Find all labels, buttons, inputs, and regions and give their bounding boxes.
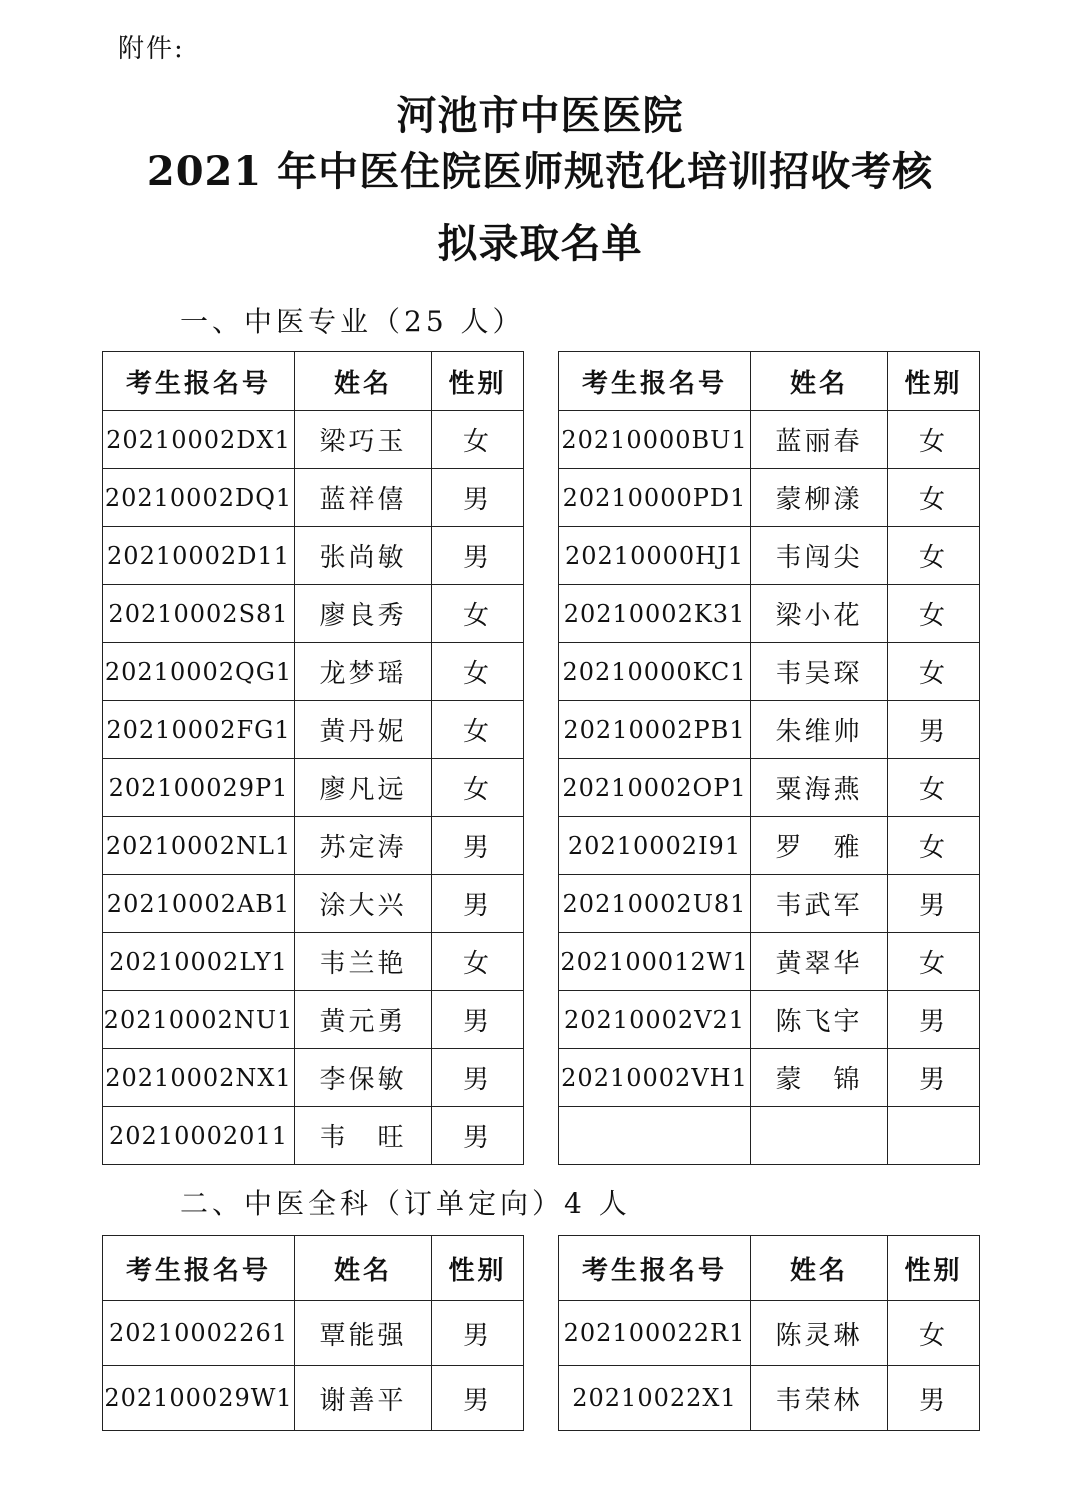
table-row — [103, 933, 524, 991]
cell-id: 20210000PD1 — [559, 469, 751, 527]
table-row — [559, 933, 980, 991]
cell-id: 20210002DX1 — [103, 411, 295, 469]
cell-id: 20210002VH1 — [559, 1049, 751, 1107]
cell-id: 20210002K31 — [559, 585, 751, 643]
title-line-2: 2021 年中医住院医师规范化培训招收考核 — [146, 148, 934, 195]
cell-name: 梁巧玉 — [295, 411, 432, 469]
table-row — [103, 991, 524, 1049]
header-id: 考生报名号 — [559, 352, 751, 411]
cell-sex: 男 — [432, 991, 524, 1049]
cell-id: 20210000KC1 — [559, 643, 751, 701]
cell-id: 20210002AB1 — [103, 875, 295, 933]
header-name: 姓名 — [751, 352, 888, 411]
cell-sex: 男 — [432, 527, 524, 585]
cell-sex: 男 — [432, 1107, 524, 1165]
table-row — [103, 1107, 524, 1165]
table-row — [103, 469, 524, 527]
cell-name: 韦武军 — [751, 875, 888, 933]
cell-sex: 女 — [432, 759, 524, 817]
table-row — [559, 991, 980, 1049]
header-row — [559, 352, 980, 411]
table-row — [103, 817, 524, 875]
cell-name: 陈飞宇 — [751, 991, 888, 1049]
cell-name: 龙梦瑶 — [295, 643, 432, 701]
cell-name: 廖凡远 — [295, 759, 432, 817]
cell-id: 20210002PB1 — [559, 701, 751, 759]
cell-name: 黄丹妮 — [295, 701, 432, 759]
table-row — [559, 1301, 980, 1366]
attachment-label: 附件: — [118, 34, 185, 64]
title-line-1: 河池市中医医院 — [396, 92, 684, 139]
cell-id: 20210002U81 — [559, 875, 751, 933]
section-2-table-left — [102, 1235, 524, 1431]
table-row — [103, 759, 524, 817]
cell-id: 20210002OP1 — [559, 759, 751, 817]
table-row — [559, 817, 980, 875]
cell-id: 20210000BU1 — [559, 411, 751, 469]
cell-sex: 女 — [432, 701, 524, 759]
header-sex: 性别 — [432, 1236, 524, 1301]
table-row — [559, 585, 980, 643]
cell-sex: 女 — [888, 411, 980, 469]
cell-id: 20210002NU1 — [103, 991, 295, 1049]
table-row — [559, 1366, 980, 1431]
header-sex: 性别 — [888, 352, 980, 411]
cell-id: 20210002S81 — [103, 585, 295, 643]
cell-name: 苏定涛 — [295, 817, 432, 875]
cell-sex: 男 — [432, 469, 524, 527]
header-id: 考生报名号 — [559, 1236, 751, 1301]
cell-sex: 男 — [432, 1049, 524, 1107]
cell-sex: 男 — [432, 817, 524, 875]
cell-id: 202100029P1 — [103, 759, 295, 817]
cell-sex: 女 — [888, 817, 980, 875]
header-id: 考生报名号 — [103, 352, 295, 411]
cell-name: 蒙 锦 — [751, 1049, 888, 1107]
cell-id-empty — [559, 1107, 751, 1165]
cell-sex-empty — [888, 1107, 980, 1165]
cell-sex: 男 — [888, 1366, 980, 1431]
cell-name: 陈灵琳 — [751, 1301, 888, 1366]
table-row — [103, 875, 524, 933]
cell-sex: 女 — [888, 933, 980, 991]
header-sex: 性别 — [888, 1236, 980, 1301]
cell-name: 韦闯尖 — [751, 527, 888, 585]
cell-name: 韦吴琛 — [751, 643, 888, 701]
cell-sex: 男 — [888, 701, 980, 759]
table-row — [559, 759, 980, 817]
cell-name: 廖良秀 — [295, 585, 432, 643]
cell-sex: 男 — [432, 875, 524, 933]
cell-sex: 女 — [432, 643, 524, 701]
table-row — [103, 411, 524, 469]
cell-id: 20210002V21 — [559, 991, 751, 1049]
cell-name: 梁小花 — [751, 585, 888, 643]
cell-name: 蓝丽春 — [751, 411, 888, 469]
cell-id: 20210002D11 — [103, 527, 295, 585]
cell-id: 20210002I91 — [559, 817, 751, 875]
cell-name: 朱维帅 — [751, 701, 888, 759]
header-name: 姓名 — [295, 1236, 432, 1301]
header-sex: 性别 — [432, 352, 524, 411]
table-row — [103, 1366, 524, 1431]
section-2-title: 二、中医全科（订单定向）4 人 — [180, 1187, 631, 1220]
table-row — [103, 1301, 524, 1366]
cell-sex: 男 — [888, 1049, 980, 1107]
cell-name: 涂大兴 — [295, 875, 432, 933]
cell-id: 20210002LY1 — [103, 933, 295, 991]
cell-name: 粟海燕 — [751, 759, 888, 817]
header-name: 姓名 — [751, 1236, 888, 1301]
table-row — [559, 469, 980, 527]
table-row — [559, 411, 980, 469]
cell-id: 20210002FG1 — [103, 701, 295, 759]
cell-sex: 男 — [432, 1366, 524, 1431]
cell-id: 20210022X1 — [559, 1366, 751, 1431]
cell-id: 202100012W1 — [559, 933, 751, 991]
cell-name: 李保敏 — [295, 1049, 432, 1107]
cell-name: 覃能强 — [295, 1301, 432, 1366]
cell-name: 谢善平 — [295, 1366, 432, 1431]
table-row — [559, 527, 980, 585]
cell-sex: 女 — [888, 643, 980, 701]
cell-name-empty — [751, 1107, 888, 1165]
cell-name: 韦兰艳 — [295, 933, 432, 991]
table-row — [103, 585, 524, 643]
table-row — [559, 643, 980, 701]
cell-id: 20210002261 — [103, 1301, 295, 1366]
cell-sex: 女 — [888, 1301, 980, 1366]
table-row — [103, 643, 524, 701]
table-row — [103, 527, 524, 585]
table-row — [103, 701, 524, 759]
cell-sex: 男 — [888, 991, 980, 1049]
cell-id: 20210002011 — [103, 1107, 295, 1165]
cell-name: 罗 雅 — [751, 817, 888, 875]
cell-sex: 女 — [432, 585, 524, 643]
header-row — [103, 1236, 524, 1301]
cell-name: 黄翠华 — [751, 933, 888, 991]
section-1-table-right — [558, 351, 980, 1165]
cell-name: 蓝祥僖 — [295, 469, 432, 527]
table-row-empty — [559, 1107, 980, 1165]
cell-id: 202100029W1 — [103, 1366, 295, 1431]
cell-name: 黄元勇 — [295, 991, 432, 1049]
cell-sex: 女 — [888, 469, 980, 527]
header-name: 姓名 — [295, 352, 432, 411]
cell-sex: 女 — [888, 585, 980, 643]
table-row — [559, 875, 980, 933]
cell-name: 韦 旺 — [295, 1107, 432, 1165]
header-row — [103, 352, 524, 411]
cell-sex: 女 — [432, 933, 524, 991]
cell-id: 20210002NX1 — [103, 1049, 295, 1107]
cell-name: 张尚敏 — [295, 527, 432, 585]
table-row — [103, 1049, 524, 1107]
cell-name: 蒙柳漾 — [751, 469, 888, 527]
section-2-table-right — [558, 1235, 980, 1431]
cell-sex: 女 — [432, 411, 524, 469]
section-1-title: 一、中医专业（25 人） — [180, 305, 525, 338]
cell-sex: 女 — [888, 527, 980, 585]
header-row — [559, 1236, 980, 1301]
section-1-table-left — [102, 351, 524, 1165]
header-id: 考生报名号 — [103, 1236, 295, 1301]
cell-id: 202100022R1 — [559, 1301, 751, 1366]
title-line-3: 拟录取名单 — [437, 220, 643, 267]
table-row — [559, 701, 980, 759]
cell-id: 20210002NL1 — [103, 817, 295, 875]
table-row — [559, 1049, 980, 1107]
cell-name: 韦荣林 — [751, 1366, 888, 1431]
cell-id: 20210002QG1 — [103, 643, 295, 701]
cell-sex: 女 — [888, 759, 980, 817]
cell-id: 20210000HJ1 — [559, 527, 751, 585]
cell-sex: 男 — [888, 875, 980, 933]
cell-id: 20210002DQ1 — [103, 469, 295, 527]
cell-sex: 男 — [432, 1301, 524, 1366]
